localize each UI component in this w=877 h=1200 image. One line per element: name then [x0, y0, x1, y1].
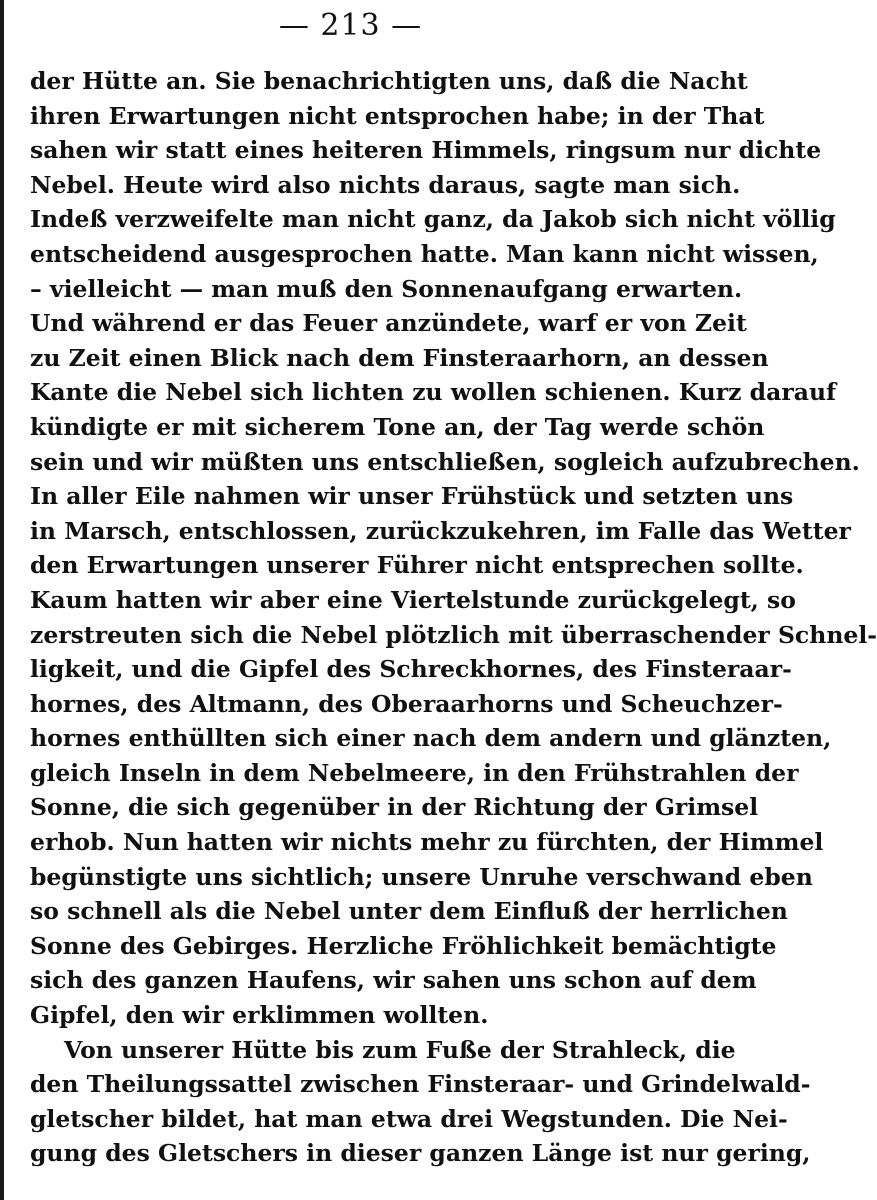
- page-number: — 213 —: [278, 8, 423, 43]
- text-line: zerstreuten sich die Nebel plötzlich mit überraschender Schnel-: [30, 620, 877, 649]
- text-line: hornes enthüllten sich einer nach dem andern und glänzten,: [30, 724, 832, 753]
- text-line: erhob. Nun hatten wir nichts mehr zu fürchten, der Himmel: [30, 828, 824, 857]
- text-line: gung des Gletschers in dieser ganzen Länge ist nur gering,: [30, 1139, 811, 1168]
- text-line: Sonne, die sich gegenüber in der Richtung der Grimsel: [30, 793, 759, 822]
- text-line: Indeß verzweifelte man nicht ganz, da Jakob sich nicht völlig: [30, 205, 836, 234]
- text-line: zu Zeit einen Blick nach dem Finsteraarhorn, an dessen: [30, 343, 769, 372]
- page-body-text: [30, 64, 877, 1171]
- text-line: der Hütte an. Sie benachrichtigten uns, daß die Nacht: [30, 67, 748, 95]
- text-line: Sonne des Gebirges. Herzliche Fröhlichkeit bemächtigte: [30, 931, 777, 960]
- text-line: – vielleicht — man muß den Sonnenaufgang erwarten.: [30, 274, 743, 303]
- paragraph-start-line: Von unserer Hütte bis zum Fuße der Strahleck, die: [64, 1035, 736, 1064]
- text-line: ligkeit, und die Gipfel des Schreckhornes, des Finsteraar-: [30, 655, 792, 684]
- text-line: den Erwartungen unserer Führer nicht entsprechen sollte.: [30, 551, 804, 580]
- text-line: Nebel. Heute wird also nichts daraus, sagte man sich.: [30, 170, 741, 199]
- text-line: kündigte er mit sicherem Tone an, der Tag werde schön: [30, 412, 765, 441]
- text-line: Kaum hatten wir aber eine Viertelstunde zurückgelegt, so: [30, 585, 796, 614]
- paragraph-end-line: Gipfel, den wir erklimmen wollten.: [30, 1001, 489, 1030]
- text-line: Und während er das Feuer anzündete, warf er von Zeit: [30, 309, 747, 338]
- text-line: gleich Inseln in dem Nebelmeere, in den Frühstrahlen der: [30, 758, 799, 787]
- text-line: entscheidend ausgesprochen hatte. Man kann nicht wissen,: [30, 239, 819, 268]
- page-binding-edge: [0, 0, 4, 1200]
- text-line: In aller Eile nahmen wir unser Frühstück und setzten uns: [30, 482, 794, 511]
- text-line: Kante die Nebel sich lichten zu wollen schienen. Kurz darauf: [30, 378, 837, 407]
- text-line: sich des ganzen Haufens, wir sahen uns schon auf dem: [30, 966, 757, 995]
- text-line: begünstigte uns sichtlich; unsere Unruhe verschwand eben: [30, 862, 813, 891]
- text-line: so schnell als die Nebel unter dem Einfluß der herrlichen: [30, 897, 788, 926]
- text-line: hornes, des Altmann, des Oberaarhorns und Scheuchzer-: [30, 689, 783, 718]
- text-line: sahen wir statt eines heiteren Himmels, ringsum nur dichte: [30, 136, 822, 165]
- text-line: den Theilungssattel zwischen Finsteraar- und Grindelwald-: [30, 1070, 811, 1099]
- text-line: sein und wir müßten uns entschließen, sogleich aufzubrechen.: [30, 447, 860, 476]
- text-line: ihren Erwartungen nicht entsprochen habe; in der That: [30, 101, 765, 130]
- text-line: gletscher bildet, hat man etwa drei Wegstunden. Die Nei-: [30, 1104, 788, 1133]
- text-line: in Marsch, entschlossen, zurückzukehren, im Falle das Wetter: [30, 516, 851, 545]
